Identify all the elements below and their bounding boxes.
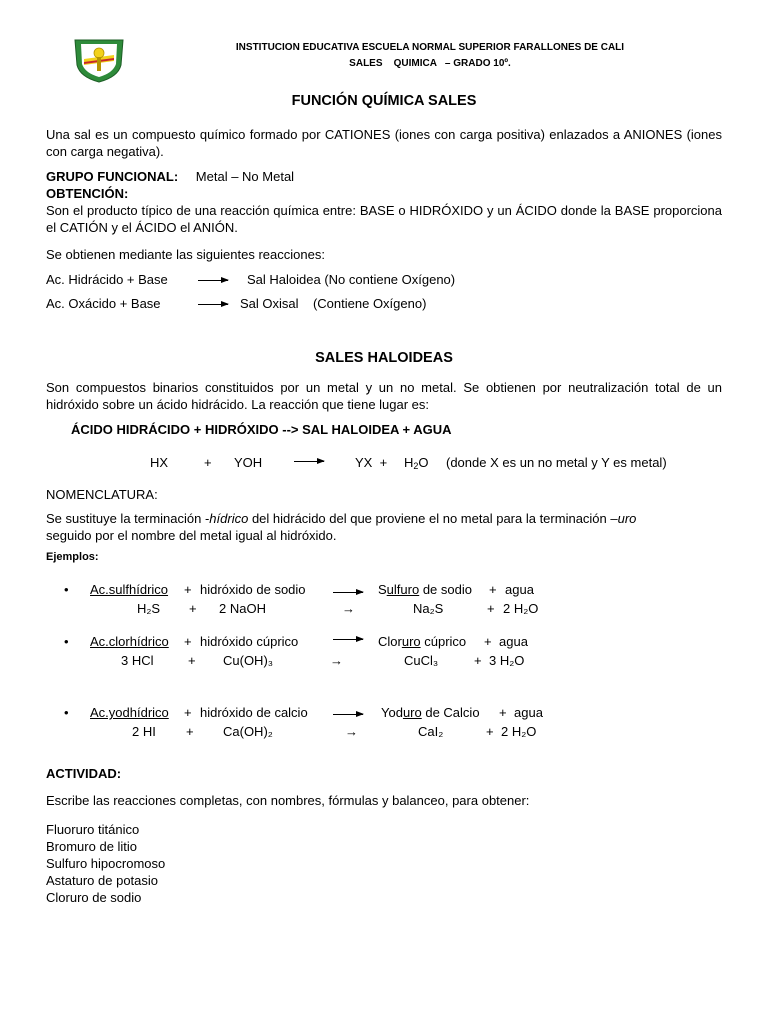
nomenclatura-line-1: [46, 511, 636, 526]
document-subtitle: SALES QUIMICA – GRADO 10º.: [349, 58, 511, 69]
ex1-f-acid: H₂S: [137, 601, 161, 616]
ex3-f-salt: CaI₂: [418, 724, 444, 739]
ex1-f-plus2: +: [487, 601, 495, 616]
ex1-agua: agua: [505, 582, 534, 597]
actividad-text: Escribe las reacciones completas, con nombres, fórmulas y balanceo, para obtener:: [46, 793, 530, 808]
eq-water-o: O: [418, 455, 429, 470]
ex2-base: hidróxido cúprico: [200, 634, 299, 649]
ex3-salt-u: uro: [402, 705, 422, 720]
nomenclatura-label: NOMENCLATURA:: [46, 487, 158, 502]
ex3-f-water: 2 H₂O: [501, 724, 537, 739]
ex2-f-water: 3 H₂O: [489, 653, 525, 668]
institution-name: INSTITUCION EDUCATIVA ESCUELA NORMAL SUPERIOR FARALLONES DE CALI: [235, 42, 625, 53]
eq-note: (donde X es un no metal y Y es metal): [446, 455, 667, 470]
haloideas-text: Son compuestos binarios constituidos por un metal y un no metal. Se obtienen por neutralización total de un hidróxido sobre un ácido hidrácido. La reacción que tiene lugar es:: [46, 380, 722, 412]
ex2-salt-b: cúprico: [420, 634, 467, 649]
eq-yoh: YOH: [234, 455, 263, 470]
eq-water-h: H: [404, 455, 414, 470]
bullet-icon: •: [64, 582, 69, 597]
ex2-f-plus: +: [188, 653, 196, 668]
ex1-salt: [378, 582, 472, 597]
ex1-acid: Ac.sulfhídrico: [90, 582, 169, 597]
nomen-t1: Se sustituye la terminación -: [46, 511, 210, 526]
ex1-f-water: 2 H₂O: [503, 601, 539, 616]
ex2-acid: Ac.clorhídrico: [90, 634, 169, 649]
ex3-salt: [381, 705, 480, 720]
intro-paragraph: Una sal es un compuesto químico formado por CATIONES (iones con carga positiva) enlazados a ANIONES (iones con carga negativa).: [46, 127, 722, 159]
ex3-f-arrow: →: [345, 724, 358, 739]
ex3-f-base: Ca(OH)₂: [223, 724, 273, 739]
ex2-f-acid: 3 HCl: [121, 653, 154, 668]
ex3-salt-b: de Calcio: [421, 705, 480, 720]
obtencion-label: OBTENCIÓN:: [46, 186, 129, 201]
reaction-1-left: Ac. Hidrácido + Base: [46, 272, 168, 287]
eq-water: [404, 455, 429, 470]
page-title: FUNCIÓN QUÍMICA SALES: [291, 93, 477, 109]
ex1-f-base: 2 NaOH: [219, 601, 266, 616]
ejemplos-label: Ejemplos:: [46, 551, 99, 563]
grupo-funcional: [46, 169, 294, 184]
ex3-agua: agua: [514, 705, 543, 720]
section-title-haloideas: SALES HALOIDEAS: [315, 350, 453, 366]
arrow-icon: [333, 639, 363, 640]
equation-words: ÁCIDO HIDRÁCIDO + HIDRÓXIDO --> SAL HALOIDEA + AGUA: [71, 422, 452, 437]
grupo-value: Metal – No Metal: [195, 169, 295, 184]
ex3-f-plus: +: [186, 724, 194, 739]
arrow-icon: [198, 304, 228, 305]
actividad-label: ACTIVIDAD:: [46, 766, 122, 781]
ex2-agua: agua: [499, 634, 528, 649]
ex2-f-salt: CuCl₃: [404, 653, 439, 668]
ex1-salt-b: de sodio: [419, 582, 472, 597]
ex2-salt-u: uro: [401, 634, 421, 649]
ex2-plus: +: [184, 634, 192, 649]
ex1-salt-u: ulfuro: [386, 582, 420, 597]
ex3-plus: +: [184, 705, 192, 720]
ex2-salt: [378, 634, 466, 649]
reacciones-intro: Se obtienen mediante las siguientes reacciones:: [46, 247, 325, 262]
ex1-base: hidróxido de sodio: [200, 582, 306, 597]
nomen-t4: uro: [617, 511, 637, 526]
ex2-f-base: Cu(OH)₃: [223, 653, 274, 668]
arrow-icon: [294, 461, 324, 462]
eq-hx: HX: [150, 455, 169, 470]
ex2-salt-a: Clor: [378, 634, 402, 649]
list-item: Fluoruro titánico: [46, 822, 140, 837]
bullet-icon: •: [64, 705, 69, 720]
nomen-t3: del hidrácido del que proviene el no metal para la terminación –: [248, 511, 618, 526]
ex1-f-arrow: →: [342, 601, 355, 616]
ex2-f-plus2: +: [474, 653, 482, 668]
school-shield-logo: [71, 37, 127, 83]
list-item: Bromuro de litio: [46, 839, 138, 854]
reaction-1-right: Sal Haloidea (No contiene Oxígeno): [247, 272, 456, 287]
ex1-salt-a: S: [378, 582, 387, 597]
nomenclatura-line-2: seguido por el nombre del metal igual al hidróxido.: [46, 528, 337, 543]
arrow-icon: [333, 592, 363, 593]
obtencion-text: Son el producto típico de una reacción química entre: BASE o HIDRÓXIDO y un ÁCIDO donde la BASE proporciona el CATIÓN y el ÁCIDO el ANIÓN.: [46, 203, 722, 235]
ex3-f-acid: 2 HI: [132, 724, 156, 739]
arrow-icon: [333, 714, 363, 715]
ex2-f-arrow: →: [330, 653, 343, 668]
ex3-plus2: +: [499, 705, 507, 720]
list-item: Cloruro de sodio: [46, 890, 142, 905]
ex3-base: hidróxido de calcio: [200, 705, 308, 720]
ex3-f-plus2: +: [486, 724, 494, 739]
nomen-t2: hídrico: [209, 511, 249, 526]
reaction-2-left: Ac. Oxácido + Base: [46, 296, 161, 311]
arrow-icon: [198, 280, 228, 281]
ex1-f-salt: Na₂S: [413, 601, 444, 616]
ex3-acid: Ac.yodhídrico: [90, 705, 169, 720]
list-item: Astaturo de potasio: [46, 873, 159, 888]
list-item: Sulfuro hipocromoso: [46, 856, 166, 871]
grupo-label: GRUPO FUNCIONAL:: [46, 169, 179, 184]
eq-yx: YX +: [355, 455, 388, 470]
eq-plus: +: [204, 455, 212, 470]
ex1-plus2: +: [489, 582, 497, 597]
ex2-plus2: +: [484, 634, 492, 649]
eq-water-2: 2: [413, 461, 419, 471]
ex1-plus: +: [184, 582, 192, 597]
ex3-salt-a: Yod: [381, 705, 403, 720]
bullet-icon: •: [64, 634, 69, 649]
ex1-f-plus: +: [189, 601, 197, 616]
reaction-2-right: Sal Oxisal (Contiene Oxígeno): [240, 296, 427, 311]
